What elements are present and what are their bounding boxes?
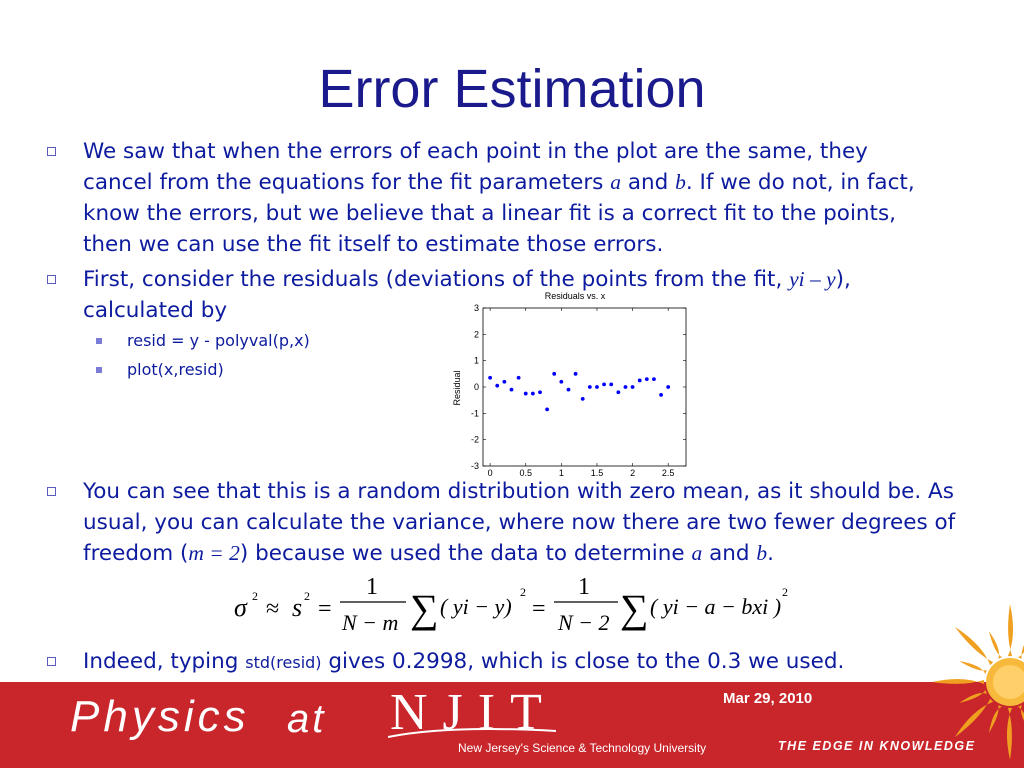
sun-ray <box>955 699 993 737</box>
njit-logo-text: NJIT <box>390 684 557 741</box>
param-b: b <box>756 541 768 565</box>
residuals-plot <box>440 290 690 480</box>
residual-math: yi – y <box>789 267 836 291</box>
bullet-4 <box>44 646 974 678</box>
param-a: a <box>610 170 621 194</box>
residual-point <box>517 376 521 380</box>
residual-point <box>638 379 642 383</box>
approx-symbol: ≈ <box>266 596 280 622</box>
sun-ray <box>1018 705 1024 733</box>
bullet-1-text-b: . If we do not, in fact, know the errors, but we believe that a linear fit is a correct fit to the points, then we can use the fit itself to estimate those errors. <box>83 170 915 257</box>
residual-point <box>552 372 556 376</box>
bullet-4-text-a: Indeed, typing <box>83 649 246 674</box>
residual-point <box>502 380 506 384</box>
sun-ray <box>932 679 984 684</box>
residual-point <box>631 385 635 389</box>
bullet-1-and: and <box>620 170 676 195</box>
sun-ray <box>959 690 987 703</box>
bullet-2-text-a: First, consider the residuals (deviations of the points from the fit, <box>83 267 790 292</box>
hollow-square-bullet-icon <box>47 147 56 156</box>
residual-point <box>616 390 620 394</box>
sum-term-1: ( yi − y) <box>440 594 512 619</box>
at-logo-text: at <box>287 697 327 741</box>
numerator-1: 1 <box>366 574 378 600</box>
slide-title: Error Estimation <box>318 59 706 119</box>
bullet-4-text-b: gives 0.2998, which is close to the 0.3 we used. <box>321 649 845 674</box>
sigma-symbol: σ <box>234 593 247 622</box>
y-tick-label: 0 <box>473 382 479 392</box>
s-exponent: 2 <box>304 589 310 603</box>
residual-point <box>488 376 492 380</box>
equals-2: = <box>532 596 546 622</box>
chart-title: Residuals vs. x <box>544 291 606 301</box>
sum-exponent-1: 2 <box>520 585 526 599</box>
residual-point <box>495 384 499 388</box>
param-b: b <box>675 170 686 194</box>
physics-logo-text: Physics <box>70 692 250 741</box>
y-tick-label: 3 <box>473 303 479 313</box>
std-resid-code: std(resid) <box>245 653 322 672</box>
residual-point <box>624 385 628 389</box>
bullet-3 <box>44 476 974 569</box>
residual-point <box>574 372 578 376</box>
x-tick-label: 2 <box>630 468 636 478</box>
residual-point <box>609 382 613 386</box>
slide-date: Mar 29, 2010 <box>723 690 813 707</box>
s-symbol: s <box>292 593 303 622</box>
y-tick-label: 2 <box>473 329 479 340</box>
sun-ray <box>955 627 993 665</box>
x-tick-label: 0 <box>487 468 493 478</box>
bullet-1 <box>44 136 924 260</box>
sum-term-2: ( yi − a − bxi ) <box>650 594 782 619</box>
bullet-3-end: . <box>767 541 774 566</box>
summation-1: ∑ <box>410 586 439 631</box>
y-tick-label: -3 <box>470 461 479 471</box>
bullet-3-text-b: ) because we used the data to determine <box>239 541 692 566</box>
residual-point <box>581 397 585 401</box>
residual-point <box>545 407 549 411</box>
sun-ray <box>959 661 987 674</box>
param-a: a <box>691 541 703 565</box>
hollow-square-bullet-icon <box>47 657 56 666</box>
residual-point <box>652 377 656 381</box>
y-tick-label: 1 <box>473 355 479 366</box>
equals-1: = <box>318 596 332 622</box>
variance-formula <box>230 572 800 644</box>
residual-point <box>595 385 599 389</box>
x-tick-label: 1 <box>558 468 564 478</box>
residual-point <box>531 392 535 396</box>
sub-bullet-2 <box>96 359 224 381</box>
hollow-square-bullet-icon <box>47 487 56 496</box>
sun-ray <box>989 631 1002 659</box>
sum-exponent-2: 2 <box>782 585 788 599</box>
numerator-2: 1 <box>578 574 590 600</box>
summation-2: ∑ <box>620 586 649 631</box>
denominator-2: N − 2 <box>558 610 610 635</box>
sun-ray <box>1008 604 1013 656</box>
sub-bullet-2-text: plot(x,resid) <box>127 360 224 379</box>
residual-point <box>538 390 542 394</box>
filled-square-bullet-icon <box>96 338 102 344</box>
hollow-square-bullet-icon <box>47 275 56 284</box>
residual-point <box>588 385 592 389</box>
bullet-3-text-a: You can see that this is a random distribution with zero mean, as it should be. As usual, you can calculate the variance, where now there are two fewer degrees of freedom ( <box>83 479 956 566</box>
y-tick-label: -1 <box>470 408 479 419</box>
filled-square-bullet-icon <box>96 367 102 373</box>
plot-area <box>483 308 686 466</box>
x-tick-label: 0.5 <box>519 468 532 478</box>
y-axis-label: Residual <box>452 370 462 406</box>
denominator-1: N − m <box>342 610 399 635</box>
bullet-1-text-a: We saw that when the errors of each point in the plot are the same, they cancel from the equations for the fit parameters <box>83 139 868 195</box>
residual-point <box>659 393 663 397</box>
residual-point <box>645 377 649 381</box>
sigma-exponent: 2 <box>252 589 258 603</box>
tagline: THE EDGE IN KNOWLEDGE <box>778 739 976 753</box>
x-tick-label: 1.5 <box>590 468 604 478</box>
residual-point <box>524 392 528 396</box>
residual-point <box>510 388 514 392</box>
bullet-2-text-b: ), calculated by <box>83 267 851 323</box>
dof-math: m = 2 <box>188 541 240 565</box>
residual-point <box>602 382 606 386</box>
bullet-3-and: and <box>702 541 757 566</box>
njit-underline-swoosh <box>388 725 558 739</box>
sun-icon <box>930 600 1024 768</box>
residual-point <box>666 385 670 389</box>
sub-bullet-1-text: resid = y - polyval(p,x) <box>127 331 310 350</box>
njit-subtitle: New Jersey's Science & Technology University <box>458 741 707 755</box>
residual-point <box>559 380 563 384</box>
sub-bullet-1 <box>96 330 310 352</box>
sun-ray <box>1018 631 1024 659</box>
y-tick-label: -2 <box>470 434 479 445</box>
x-tick-label: 2.5 <box>661 468 675 478</box>
residual-point <box>567 388 571 392</box>
sun-ray <box>1007 708 1012 760</box>
sun-ray <box>989 705 1002 733</box>
